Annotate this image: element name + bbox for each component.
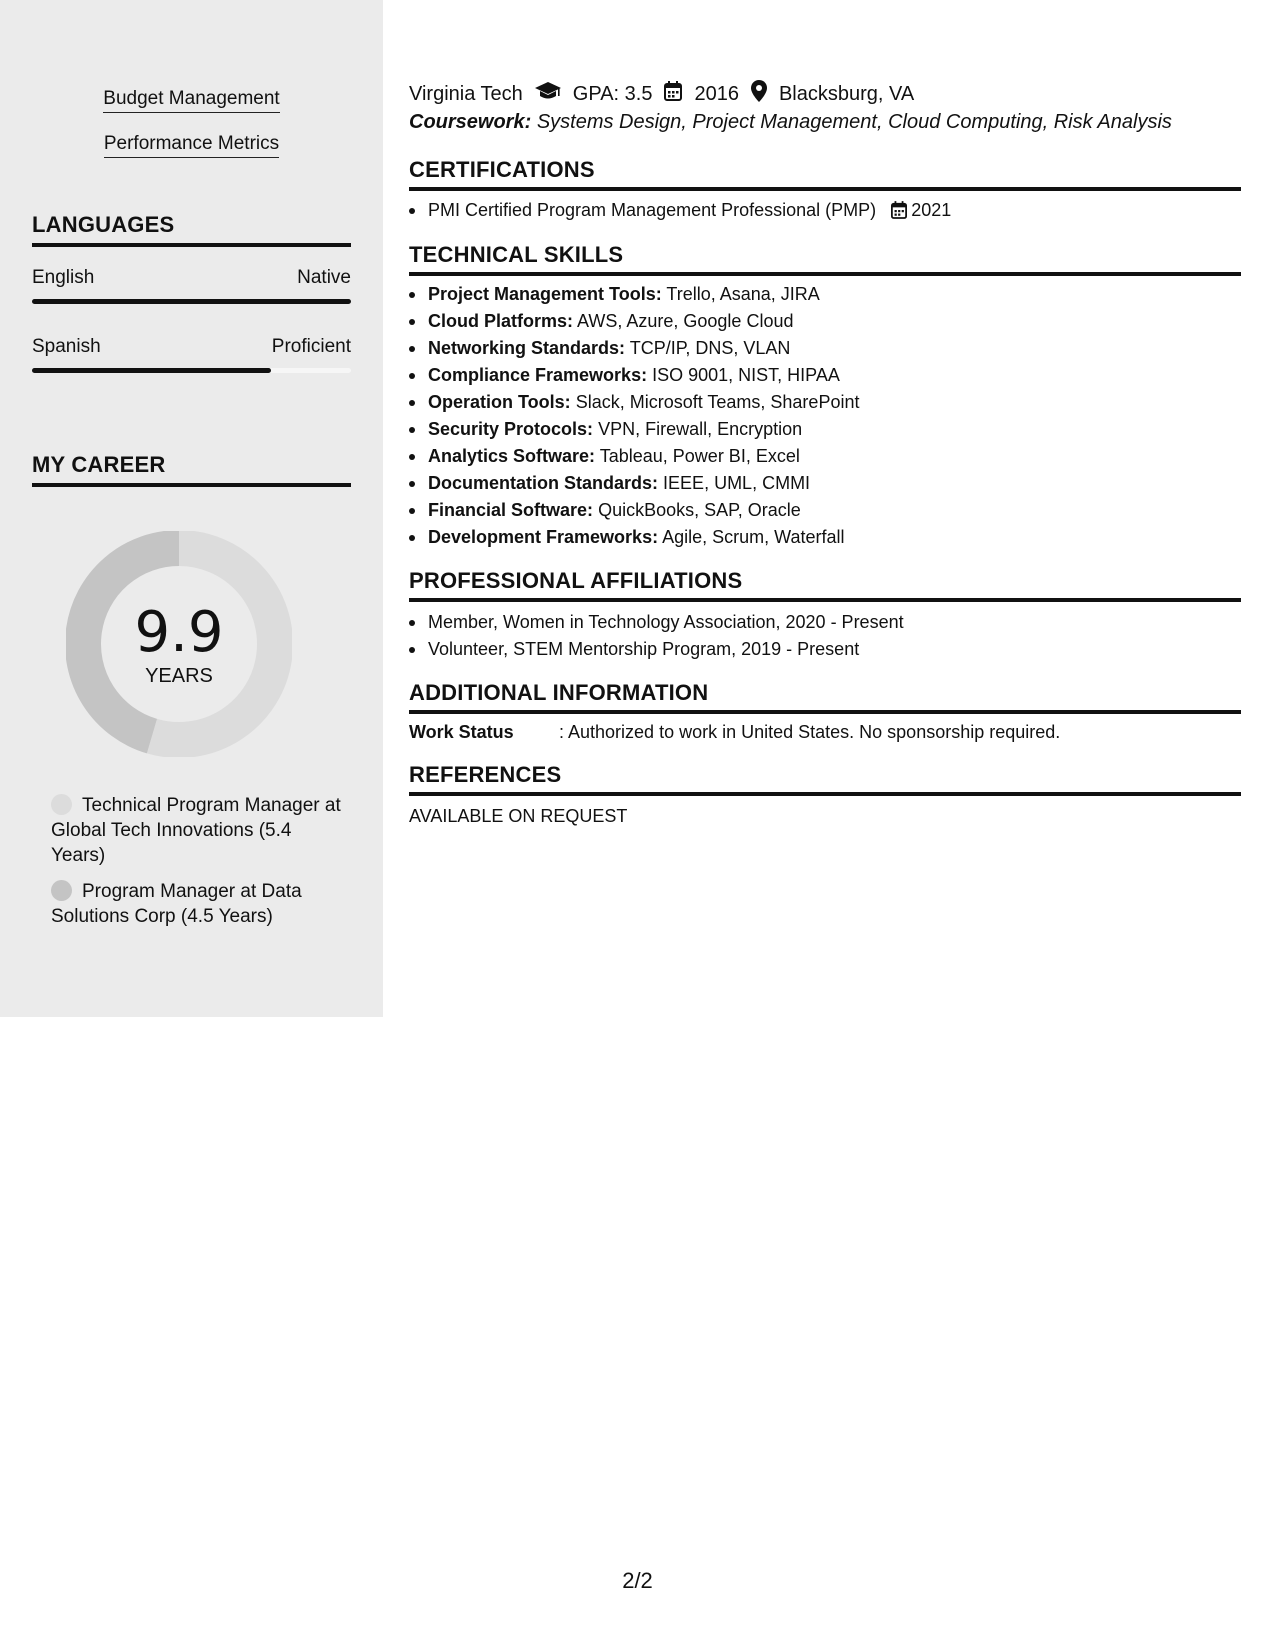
technical-skill-item [409, 308, 1241, 335]
career-years-label: YEARS [145, 665, 213, 687]
skill-category: Documentation Standards: [428, 473, 659, 493]
technical-skill-item [409, 443, 1241, 470]
language-level: Native [297, 267, 351, 288]
skill-item: Performance Metrics [0, 133, 383, 155]
calendar-icon [664, 81, 682, 107]
skill-category: Operation Tools: [428, 392, 571, 412]
technical-skill-item [409, 497, 1241, 524]
languages-heading: LANGUAGES [32, 212, 351, 247]
work-status-label: Work Status [409, 722, 514, 742]
work-status-value: : Authorized to work in United States. No sponsorship required. [559, 722, 1061, 742]
career-total-years: 9.9 [134, 600, 224, 665]
language-row [32, 336, 351, 376]
language-bar [32, 299, 351, 304]
legend-dot [51, 794, 72, 815]
skill-category: Financial Software: [428, 500, 594, 520]
graduation-year: 2016 [694, 82, 739, 105]
skill-values: QuickBooks, SAP, Oracle [598, 500, 801, 520]
technical-skill-item [409, 362, 1241, 389]
sidebar [0, 0, 383, 1017]
language-row [32, 267, 351, 307]
school-name: Virginia Tech [409, 82, 523, 105]
language-bar [32, 368, 351, 373]
calendar-icon [891, 201, 907, 219]
language-name: English [32, 267, 95, 288]
career-legend-item: Program Manager at Data Solutions Corp (4.5 Years) [51, 881, 302, 927]
skill-category: Development Frameworks: [428, 527, 659, 547]
skill-values: Slack, Microsoft Teams, SharePoint [575, 392, 860, 412]
skill-values: ISO 9001, NIST, HIPAA [652, 365, 840, 385]
coursework-label: Coursework: [409, 111, 532, 133]
certification-year: 2021 [911, 200, 952, 220]
affiliations-heading: PROFESSIONAL AFFILIATIONS [409, 568, 1241, 602]
references-text: AVAILABLE ON REQUEST [409, 806, 628, 826]
technical-skills-heading: TECHNICAL SKILLS [409, 242, 1241, 276]
affiliations-list [409, 609, 1241, 663]
career-legend-item: Technical Program Manager at Global Tech Innovations (5.4 Years) [51, 795, 341, 866]
skill-item: Budget Management [0, 88, 383, 110]
technical-skill-item [409, 281, 1241, 308]
technical-skill-item [409, 416, 1241, 443]
skill-values: Tableau, Power BI, Excel [599, 446, 800, 466]
skill-category: Networking Standards: [428, 338, 626, 358]
language-bar-fill [32, 299, 351, 304]
skill-category: Analytics Software: [428, 446, 596, 466]
skill-category: Cloud Platforms: [428, 311, 574, 331]
technical-skill-item [409, 470, 1241, 497]
skill-category: Security Protocols: [428, 419, 594, 439]
work-status-row [409, 722, 1241, 743]
technical-skills-list [409, 281, 1241, 551]
skill-values: IEEE, UML, CMMI [663, 473, 811, 493]
skill-values: VPN, Firewall, Encryption [598, 419, 803, 439]
affiliation-item: Volunteer, STEM Mentorship Program, 2019 - Present [409, 636, 1241, 663]
career-heading: MY CAREER [32, 452, 351, 487]
skill-category: Compliance Frameworks: [428, 365, 648, 385]
coursework [409, 111, 1241, 134]
language-level: Proficient [271, 336, 351, 357]
skill-values: Agile, Scrum, Waterfall [662, 527, 845, 547]
language-name: Spanish [32, 336, 101, 357]
technical-skill-item [409, 524, 1241, 551]
skill-values: AWS, Azure, Google Cloud [577, 311, 794, 331]
language-bar-fill [32, 368, 271, 373]
certification-item [409, 197, 1241, 224]
technical-skill-item [409, 335, 1241, 362]
technical-skill-item [409, 389, 1241, 416]
additional-info-heading: ADDITIONAL INFORMATION [409, 680, 1241, 714]
certifications-list [409, 197, 1241, 224]
certifications-heading: CERTIFICATIONS [409, 157, 1241, 191]
skill-values: TCP/IP, DNS, VLAN [629, 338, 791, 358]
gpa: GPA: 3.5 [572, 82, 653, 105]
map-pin-icon [751, 80, 767, 108]
page-number: 2/2 [622, 1568, 653, 1593]
affiliation-item: Member, Women in Technology Association, 2020 - Present [409, 609, 1241, 636]
coursework-list: Systems Design, Project Management, Cloud Computing, Risk Analysis [536, 111, 1172, 133]
school-location: Blacksburg, VA [778, 82, 915, 105]
skill-category: Project Management Tools: [428, 284, 662, 304]
skill-values: Trello, Asana, JIRA [666, 284, 820, 304]
education-line [409, 80, 1241, 108]
certification-name: PMI Certified Program Management Professional (PMP) [428, 200, 877, 220]
legend-dot [51, 880, 72, 901]
references-heading: REFERENCES [409, 762, 1241, 796]
graduation-cap-icon [535, 82, 561, 106]
